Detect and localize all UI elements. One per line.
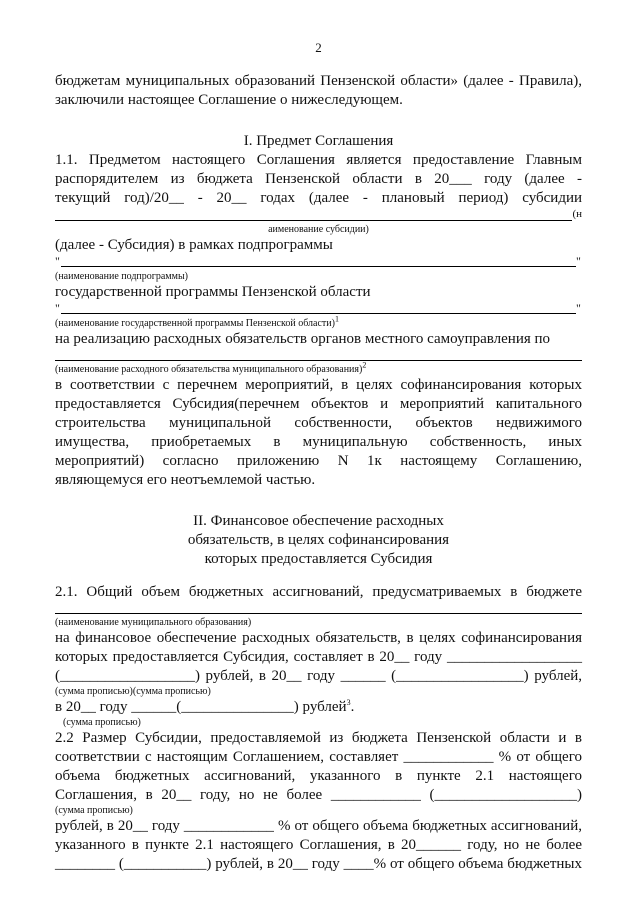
section2-heading-2: обязательств, в целях софинансирования xyxy=(187,532,450,548)
subsidy-line-suffix: (н xyxy=(572,208,582,220)
s22-line-4: Соглашения, в 20__ году, но не более ____________ (___________________) xyxy=(55,787,582,803)
s21-end-line: в 20__ году ______(_______________) рублей$^3$. xyxy=(55,698,355,715)
s21-line-3: которых предоставляется Субсидия, составляет в 20__ году __________________ xyxy=(55,649,582,665)
s1-p2-line-6: являющемуся его неотъемлемой частью. xyxy=(55,472,316,488)
state-program-line xyxy=(55,302,582,318)
sum-caption-2: (сумма прописью) xyxy=(55,805,133,816)
footnote-2: 2 xyxy=(362,360,367,370)
s22-line-3: объема бюджетных ассигнований, указанного в пункте 2.1 настоящего xyxy=(55,768,582,784)
sum-caption-double: (сумма прописью)(сумма прописью) xyxy=(55,686,211,697)
s1-p2-line-3: строительства муниципальной собственности, объектов недвижимого xyxy=(55,415,582,431)
s21-line-2: на финансовое обеспечение расходных обязательств, в целях софинансирования xyxy=(55,630,582,646)
s22-line-6: указанного в пункте 2.1 настоящего Соглашения, в 20______ году, но не более xyxy=(55,837,582,853)
subprogram-line xyxy=(55,255,582,271)
section1-heading: I. Предмет Соглашения xyxy=(243,133,394,149)
section2-heading-1: II. Финансовое обеспечение расходных xyxy=(193,513,444,529)
footnote-1: 1 xyxy=(334,314,339,324)
subsidy-name-line xyxy=(55,208,582,224)
obligation-line xyxy=(55,349,582,361)
obligation-caption: (наименование расходного обязательства муниципального образования)$^2$ xyxy=(55,360,367,375)
s22-line-5: рублей, в 20__ году ____________ % от общего объема бюджетных ассигнований, xyxy=(55,818,582,834)
subprogram-text: (далее - Субсидия) в рамках подпрограммы xyxy=(55,237,333,253)
s1-p1-line-1: 1.1. Предметом настоящего Соглашения является предоставление Главным xyxy=(55,152,582,168)
municipality-line xyxy=(55,602,582,614)
sum-caption: (сумма прописью) xyxy=(63,717,141,728)
state-program-caption: (наименование государственной программы Пензенской области)$^1$ xyxy=(55,314,339,329)
open-quote-2: " xyxy=(55,301,60,315)
s1-p2-line-4: имущества, приобретаемых в муниципальную собственность, иных xyxy=(55,434,582,450)
intro-line-2: заключили настоящее Соглашение о нижеследующем. xyxy=(55,92,403,108)
s22-line-7: ________ (___________) рублей, в 20__ году ____% от общего объема бюджетных xyxy=(55,856,582,872)
s21-first-line: 2.1. Общий объем бюджетных ассигнований, предусматриваемых в бюджете xyxy=(55,584,582,600)
close-quote-1: " xyxy=(576,254,581,268)
close-quote-2: " xyxy=(576,301,581,315)
open-quote-1: " xyxy=(55,254,60,268)
state-program-text: государственной программы Пензенской области xyxy=(55,284,371,300)
section2-heading-3: которых предоставляется Субсидия xyxy=(204,551,433,567)
intro-line-1: бюджетам муниципальных образований Пензенской области» (далее - Правила), xyxy=(55,73,582,89)
s1-p2-line-5: мероприятий) согласно приложению N 1к настоящему Соглашению, xyxy=(55,453,582,469)
s1-p1-line-2: распорядителем из бюджета Пензенской области в 20___ году (далее - xyxy=(55,171,582,187)
subprogram-caption: (наименование подпрограммы) xyxy=(55,271,189,282)
s1-p1-line-3: текущий год)/20__ - 20__ годах (далее - плановый период) субсидии xyxy=(55,190,582,206)
municipality-caption: (наименование муниципального образования) xyxy=(55,617,252,628)
s1-p2-line-1: в соответствии с перечнем мероприятий, в целях софинансирования которых xyxy=(55,377,582,393)
page-number: 2 xyxy=(315,40,322,55)
footnote-3: 3 xyxy=(346,698,351,707)
s22-line-1: 2.2 Размер Субсидии, предоставляемой из бюджета Пензенской области и в xyxy=(55,730,582,746)
obligations-text: на реализацию расходных обязательств органов местного самоуправления по xyxy=(55,331,551,347)
subsidy-caption: аименование субсидии) xyxy=(268,224,369,235)
s22-line-2: соответствии с настоящим Соглашением, составляет ____________ % от общего xyxy=(55,749,582,765)
s1-p2-line-2: предоставляется Субсидия(перечнем объектов и мероприятий капитального xyxy=(55,396,582,412)
s21-line-4: (__________________) рублей, в 20__ году ______ (_________________) рублей, xyxy=(55,668,582,684)
